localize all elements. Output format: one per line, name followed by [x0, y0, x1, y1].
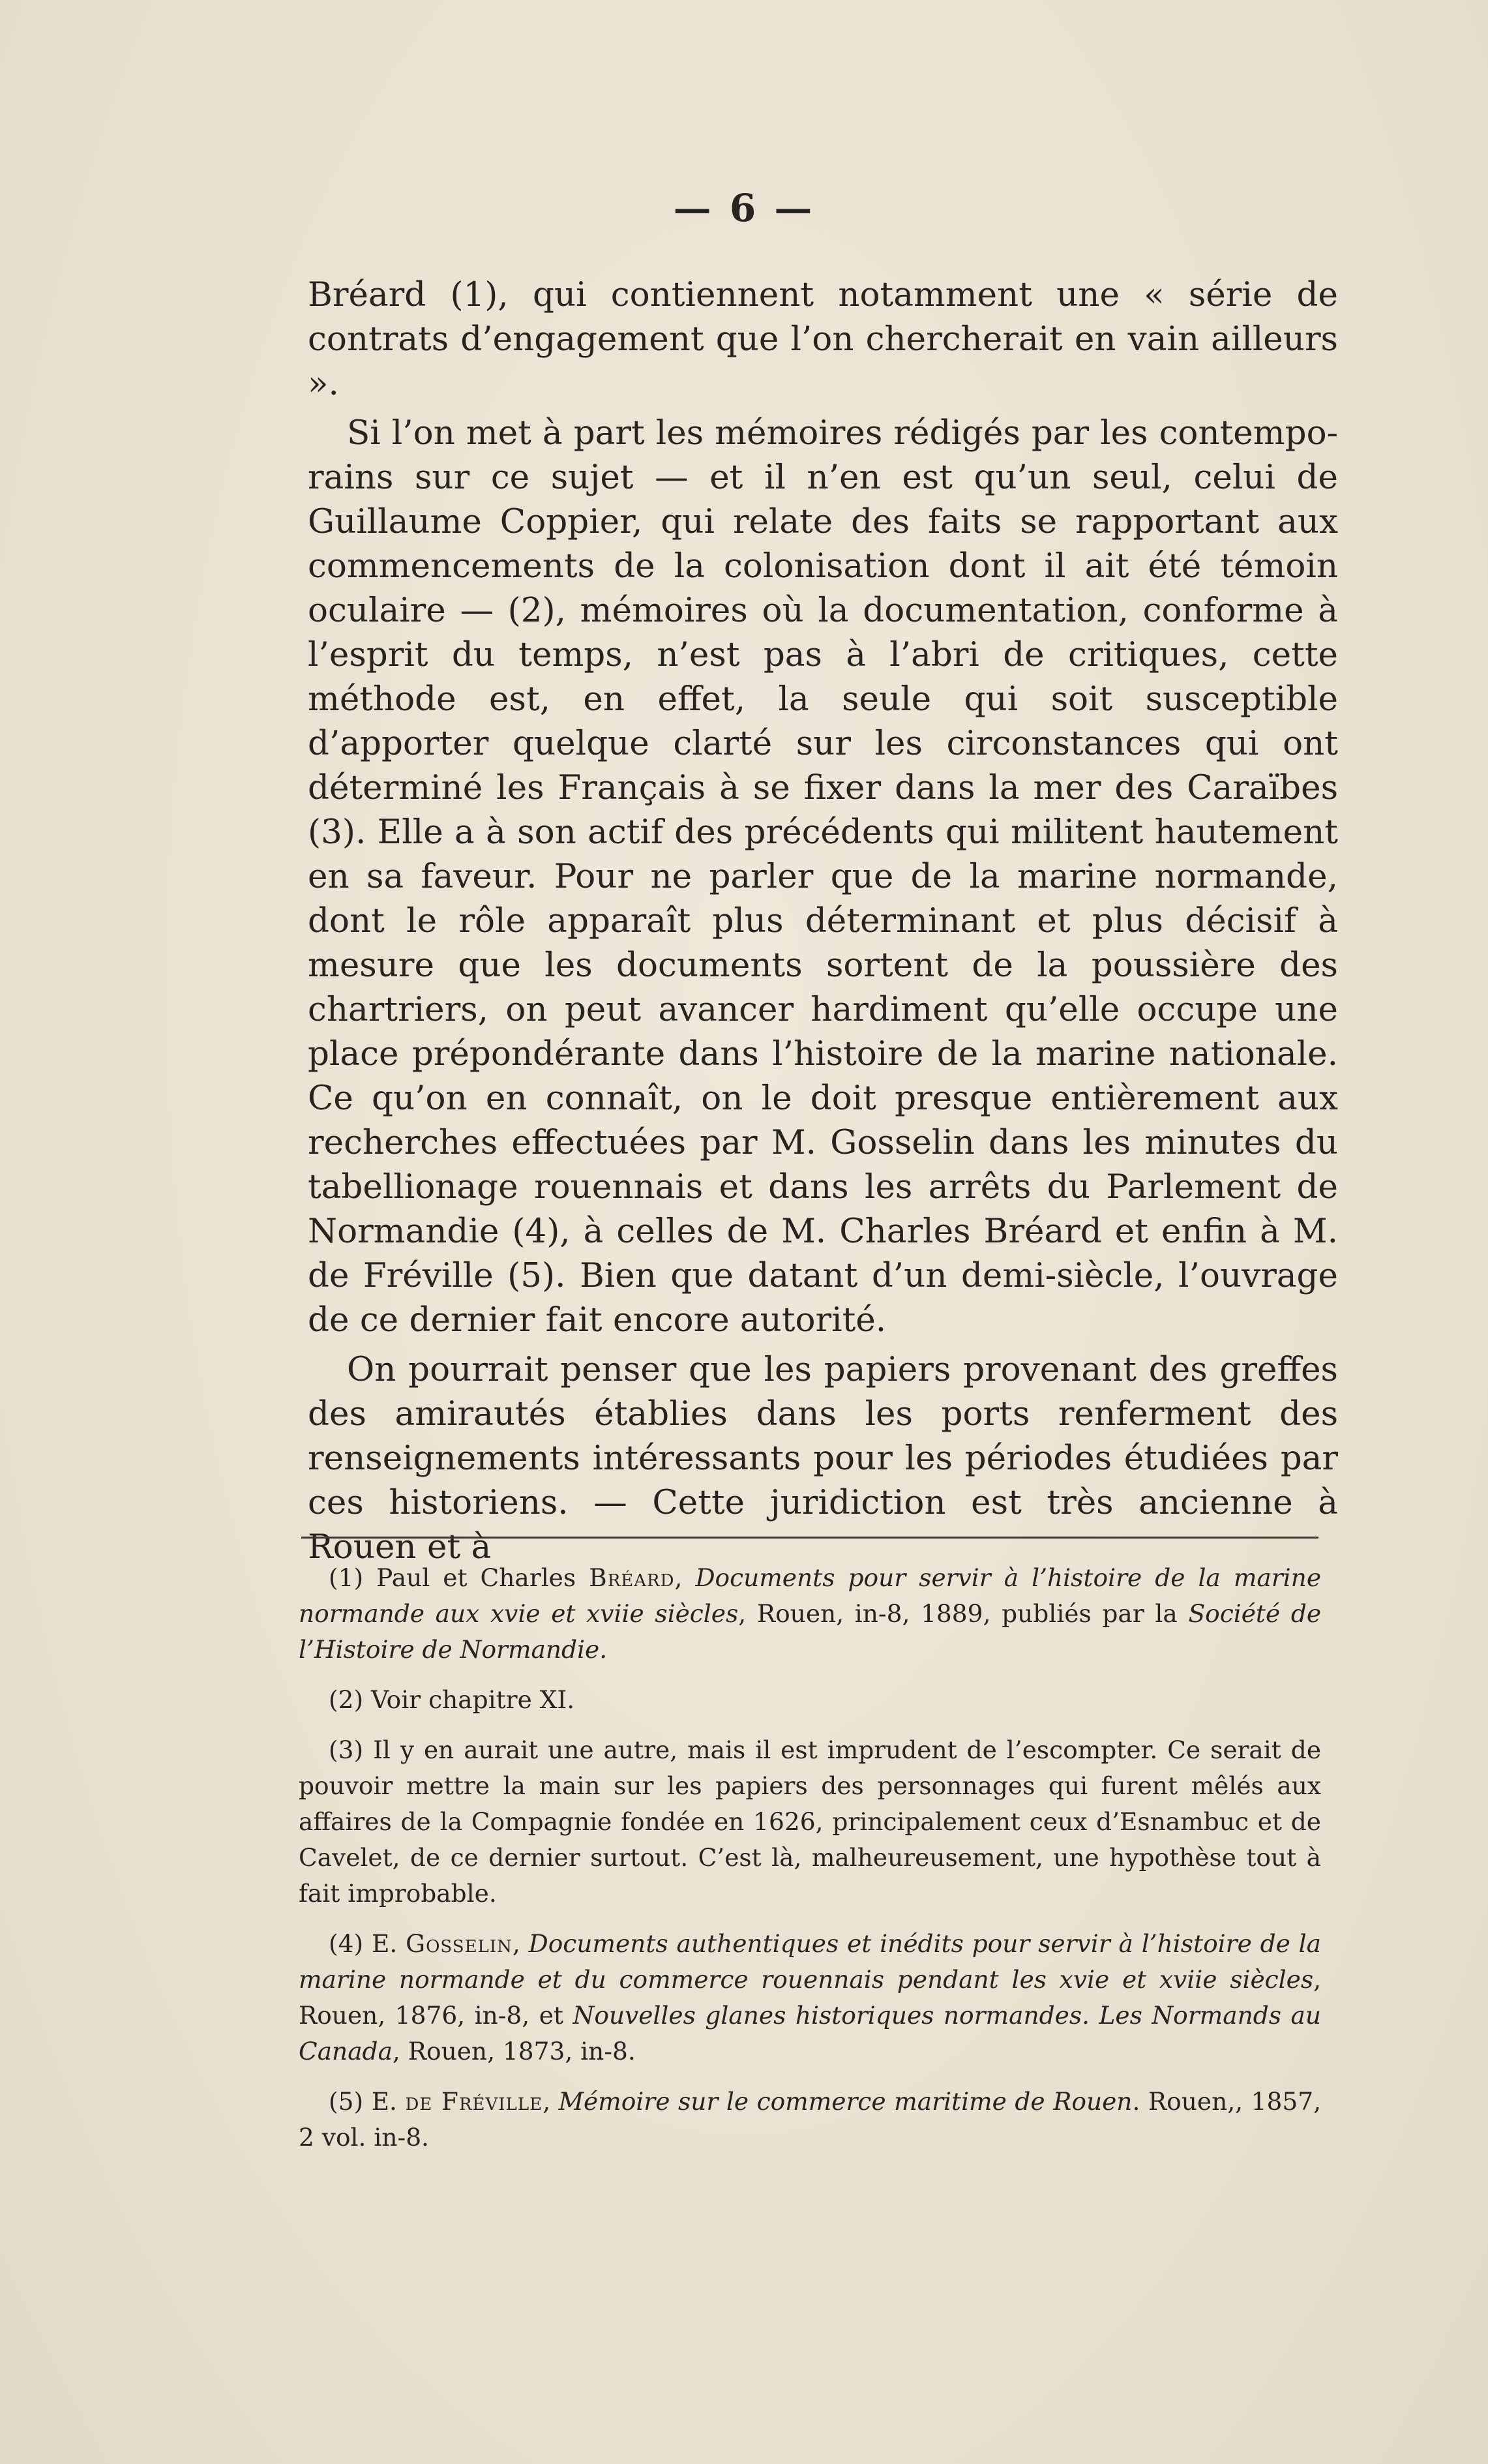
body-text — [308, 273, 1338, 1569]
footnote-5: (5) E. de Fréville, Mémoire sur le commerce maritime de Rouen. Rouen,, 1857, 2 vol. in-8. — [299, 2087, 1321, 2152]
footnote-4: (4) E. Gosselin, Documents authentiques et inédits pour servir à l’histoire de la marine normande et du commerce rouennais pendant les xvie et xviie siècles, Rouen, 1876, in-8, et Nouvelles glanes historiques normandes. Les Normands au Canada, Rouen, 1873, in-8. — [299, 1929, 1322, 2066]
footnote-2: (2) Voir chapitre XI. — [329, 1685, 575, 1714]
paragraph-continuation: Bréard (1), qui contiennent notamment une « série de contrats d’engagement que l’on chercherait en vain ailleurs ». — [308, 275, 1338, 403]
paragraph-memoires: Si l’on met à part les mémoires rédigés par les contemporains sur ce sujet — et il n’en est qu’un seul, celui de Guillaume Coppier, qui relate des faits se rapportant aux commencements de la colonisation dont il ait été témoin oculaire — (2), mémoires où la documentation, conforme à l’esprit du temps, n’est pas à l’abri de critiques, cette méthode est, en effet, la seule qui soit susceptible d’apporter quelque clarté sur les circonstances qui ont déterminé les Français à se fixer dans la mer des Caraïbes (3). Elle a à son actif des précédents qui militent hautement en sa faveur. Pour ne parler que de la marine normande, dont le rôle apparaît plus déterminant et plus décisif à mesure que les documents sortent de la poussière des chartriers, on peut avancer hardiment qu’elle occupe une place prépondérante dans l’histoire de la marine nationale. Ce qu’on en connaît, on le doit presque entièrement aux recherches effectuées par M. Gosselin dans les minutes du tabellionage rouennais et dans les arrêts du Parlement de Normandie (4), à celles de M. Charles Bréard et enfin à M. de Fréville (5). Bien que datant d’un demi-siècle, l’ouvrage de ce dernier fait encore autorité. — [308, 413, 1338, 1340]
page-number: — 6 — — [673, 186, 815, 230]
footnotes — [299, 1560, 1321, 2170]
footnote-divider — [301, 1537, 1318, 1539]
footnote-1: (1) Paul et Charles Bréard, Documents pour servir à l’histoire de la marine normande aux xvie et xviie siècles, Rouen, in-8, 1889, publiés par la Société de l’Histoire de Normandie. — [299, 1563, 1322, 1664]
footnote-3: (3) Il y en aurait une autre, mais il est imprudent de l’escompter. Ce serait de pouvoir mettre la main sur les papiers des personnages qui furent mêlés aux affaires de la Compagnie fondée en 1626, principalement ceux d’Esnambuc et de Cavelet, de ce dernier surtout. C’est là, malheureusement, une hypothèse tout à fait improbable. — [299, 1735, 1322, 1908]
paragraph-amirautes: On pourrait penser que les papiers provenant des greffes des amirautés établies dans les ports renferment des renseignements intéressants pour les périodes étudiées par ces historiens. — Cette juridiction est très ancienne à Rouen et à — [308, 1350, 1338, 1567]
